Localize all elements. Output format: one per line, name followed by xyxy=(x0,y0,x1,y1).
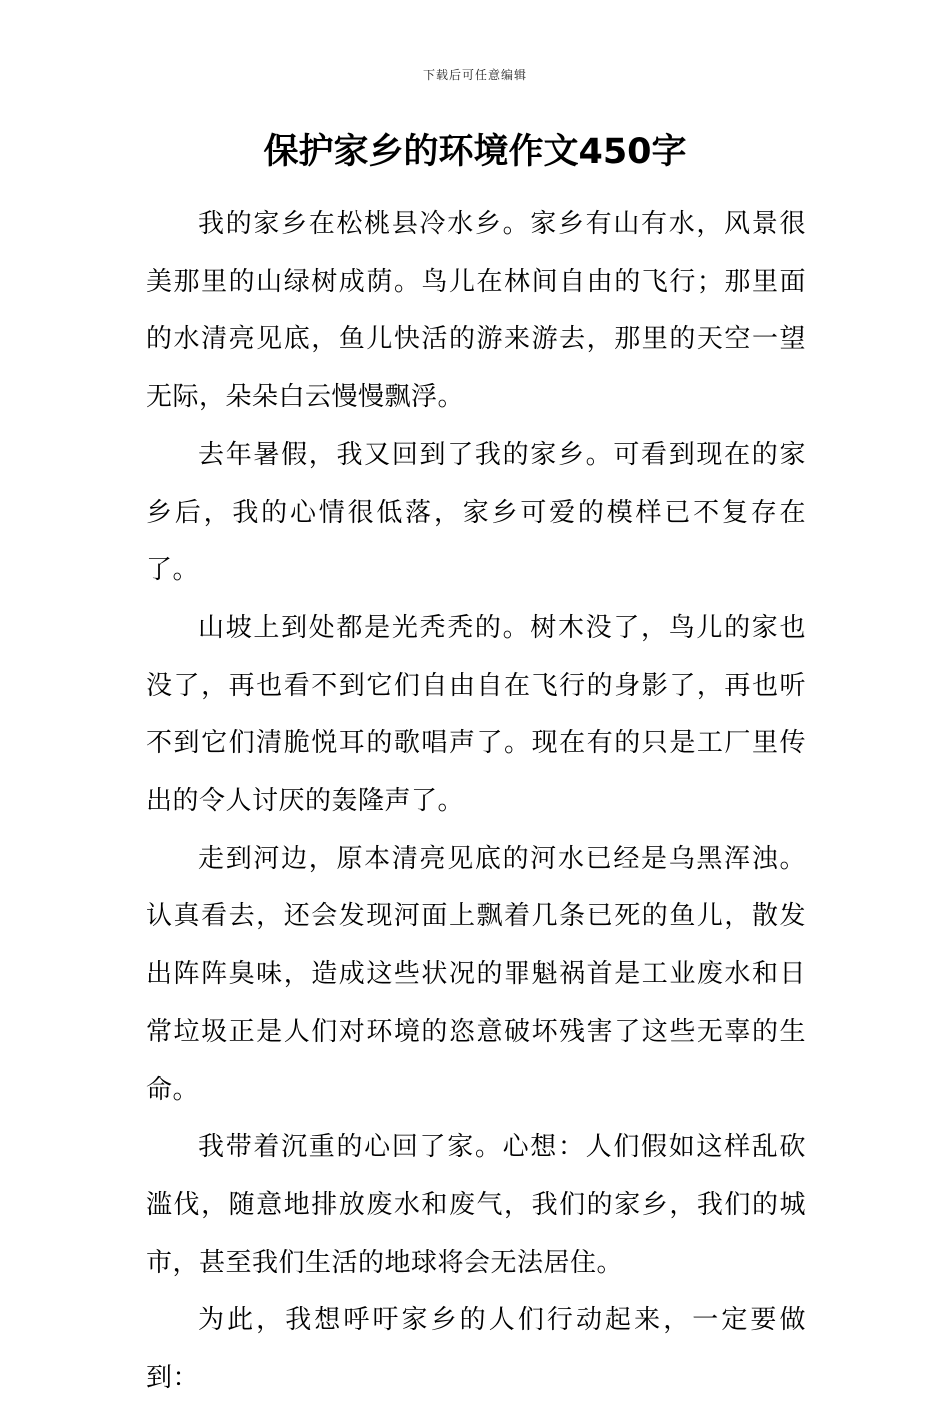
paragraph-3: 山坡上到处都是光秃秃的。树木没了，鸟儿的家也没了，再也看不到它们自由自在飞行的身影了，再也听不到它们清脆悦耳的歌唱声了。现在有的只是工厂里传出的令人讨厌的轰隆声了。 xyxy=(146,612,806,817)
paragraph-6: 为此，我想呼吁家乡的人们行动起来，一定要做到： xyxy=(146,1305,806,1394)
paragraph-2: 去年暑假，我又回到了我的家乡。可看到现在的家乡后，我的心情很低落，家乡可爱的模样已不复存在了。 xyxy=(146,439,806,586)
paragraph-1: 我的家乡在松桃县冷水乡。家乡有山有水，风景很美那里的山绿树成荫。鸟儿在林间自由的飞行；那里面的水清亮见底，鱼儿快活的游来游去，那里的天空一望无际，朵朵白云慢慢飘浮。 xyxy=(146,209,806,413)
header-note: 下载后可任意编辑 xyxy=(422,68,527,82)
article-body xyxy=(146,196,806,1408)
paragraph-4: 走到河边，原本清亮见底的河水已经是乌黑浑浊。认真看去，还会发现河面上飘着几条已死的鱼儿，散发出阵阵臭味，造成这些状况的罪魁祸首是工业废水和日常垃圾正是人们对环境的恣意破坏残害了这些无辜的生命。 xyxy=(146,843,806,1105)
paragraph-5: 我带着沉重的心回了家。心想：人们假如这样乱砍滥伐，随意地排放废水和废气，我们的家乡，我们的城市，甚至我们生活的地球将会无法居住。 xyxy=(146,1132,806,1278)
page-title: 保护家乡的环境作文450字 xyxy=(263,132,687,172)
